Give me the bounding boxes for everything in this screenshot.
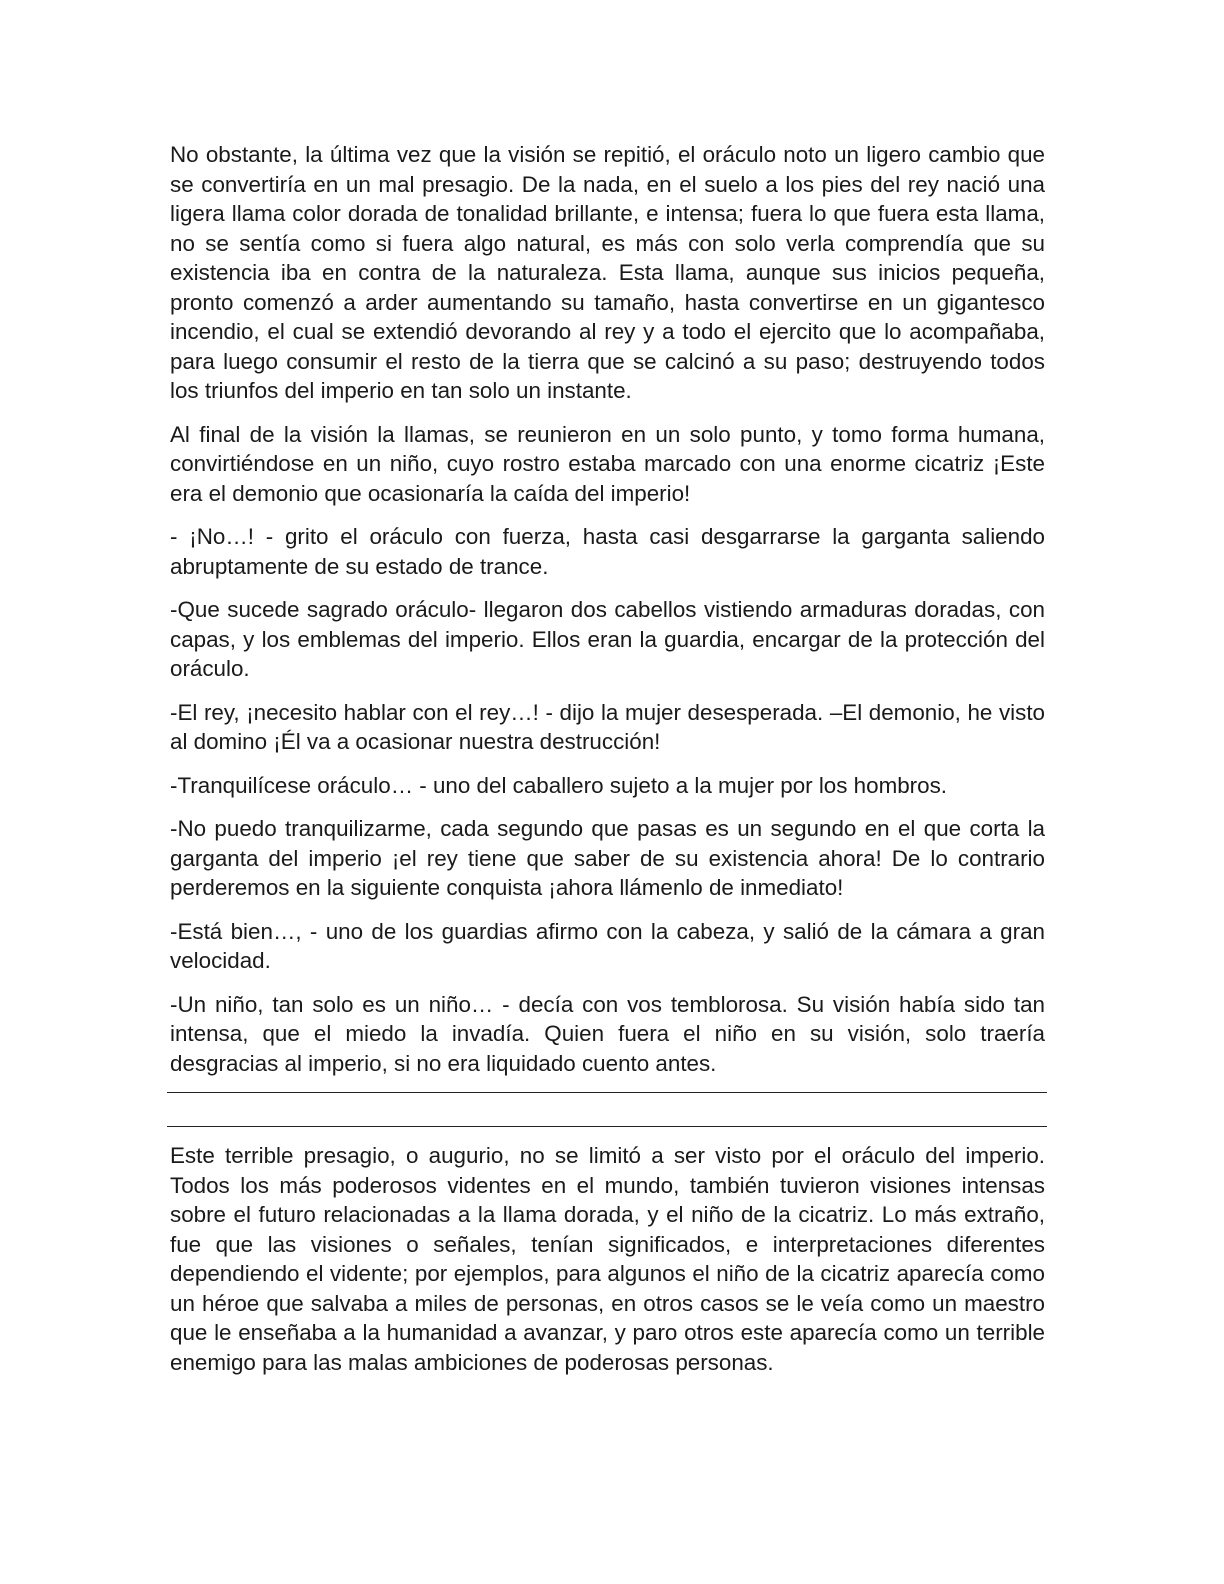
section-divider-top <box>167 1092 1047 1093</box>
dialogue-paragraph: -Está bien…, - uno de los guardias afirmo con la cabeza, y salió de la cámara a gran velocidad. <box>170 918 1045 973</box>
dialogue-paragraph: -Que sucede sagrado oráculo- llegaron dos cabellos vistiendo armaduras doradas, con capas, y los emblemas del imperio. Ellos eran la guardia, encargar de la protección del oráculo. <box>170 597 1045 681</box>
paragraph: Este terrible presagio, o augurio, no se limitó a ser visto por el oráculo del imperio. Todos los más poderosos videntes en el mundo, también tuvieron visiones intensas sobre el futuro relacionadas a la llama dorada, y el niño de la cicatriz. Lo más extraño, fue que las visiones o señales, tenían significados, e interpretaciones diferentes dependiendo el vidente; por ejemplos, para algunos el niño de la cicatriz aparecía como un héroe que salvaba a miles de personas, en otros casos se le veía como un maestro que le enseñaba a la humanidad a avanzar, y paro otros este aparecía como un terrible enemigo para las malas ambiciones de poderosas personas. <box>170 1143 1045 1375</box>
dialogue-paragraph: -Un niño, tan solo es un niño… - decía con vos temblorosa. Su visión había sido tan intensa, que el miedo la invadía. Quien fuera el niño en su visión, solo traería desgracias al imperio, si no era liquidado cuento antes. <box>170 991 1045 1076</box>
dialogue-paragraph: -No puedo tranquilizarme, cada segundo que pasas es un segundo en el que corta la garganta del imperio ¡el rey tiene que saber de su existencia ahora! De lo contrario perderemos en la siguiente conquista ¡ahora llámenlo de inmediato! <box>170 816 1045 900</box>
paragraph: No obstante, la última vez que la visión se repitió, el oráculo noto un ligero cambio que se convertiría en un mal presagio. De la nada, en el suelo a los pies del rey nació una ligera llama color dorada de tonalidad brillante, e intensa; fuera lo que fuera esta llama, no se sentía como si fuera algo natural, es más con solo verla comprendía que su existencia iba en contra de la naturaleza. Esta llama, aunque sus inicios pequeña, pronto comenzó a arder aumentando su tamaño, hasta convertirse en un gigantesco incendio, el cual se extendió devorando al rey y a todo el ejercito que lo acompañaba, para luego consumir el resto de la tierra que se calcinó a su paso; destruyendo todos los triunfos del imperio en tan solo un instante. <box>170 142 1045 403</box>
section-divider-bottom <box>167 1126 1047 1127</box>
dialogue-paragraph: -Tranquilícese oráculo… - uno del caballero sujeto a la mujer por los hombros. <box>170 772 948 798</box>
dialogue-paragraph: - ¡No…! - grito el oráculo con fuerza, hasta casi desgarrarse la garganta saliendo abruptamente de su estado de trance. <box>170 524 1045 579</box>
document-page <box>170 140 1045 1391</box>
dialogue-paragraph: -El rey, ¡necesito hablar con el rey…! - dijo la mujer desesperada. –El demonio, he visto al domino ¡Él va a ocasionar nuestra destrucción! <box>170 699 1045 754</box>
paragraph: Al final de la visión la llamas, se reunieron en un solo punto, y tomo forma humana, convirtiéndose en un niño, cuyo rostro estaba marcado con una enorme cicatriz ¡Este era el demonio que ocasionaría la caída del imperio! <box>170 421 1045 506</box>
